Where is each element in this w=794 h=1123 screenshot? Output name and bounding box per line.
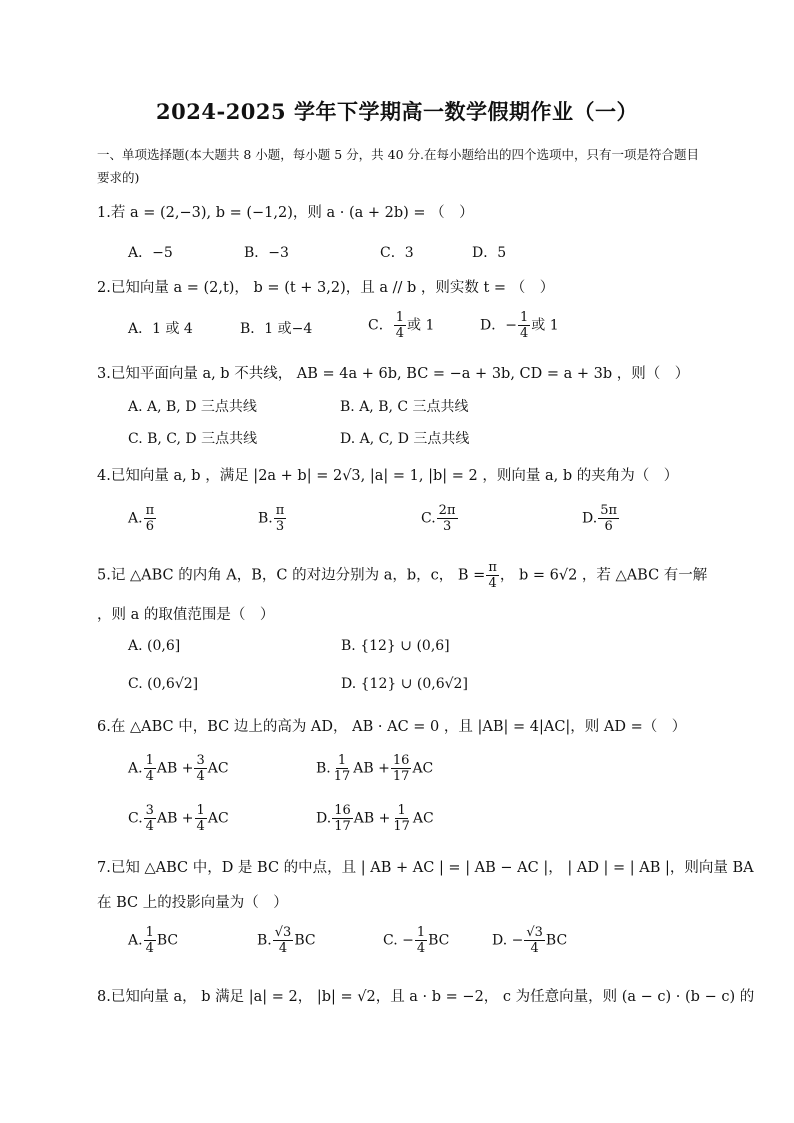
- question-5-stem-cont: ，则 a 的取值范围是（ ）: [97, 607, 275, 623]
- question-4-stem: 4.已知向量 a, b ，满足 |2a + b| = 2√3, |a| = 1, |b| = 2 ，则向量 a, b 的夹角为（ ）: [97, 468, 679, 484]
- q3-option-a: A. A, B, D 三点共线: [128, 399, 257, 415]
- q7-option-c: C. − $\frac{1}{4}$ BC: [383, 925, 450, 956]
- q4-option-b: B. $\frac{\pi}{3}$: [258, 503, 285, 534]
- q3-option-c: C. B, C, D 三点共线: [128, 431, 258, 447]
- question-1-stem: 1.若 a = (2,−3), b = (−1,2)，则 a · (a + 2b) = （ ）: [97, 205, 474, 221]
- q5-option-a: A. (0,6]: [128, 638, 181, 654]
- page-title: 2024-2025 学年下学期高一数学假期作业（一）: [156, 99, 638, 124]
- q7-option-d: D. − $\frac{√3}{4}$ BC: [492, 925, 568, 956]
- q5-option-c: C. (0,6√2]: [128, 676, 199, 692]
- section-heading: 一、单项选择题(本大题共 8 小题，每小题 5 分，共 40 分.在每小题给出的四个选项中，只有一项是符合题目要求的): [97, 147, 700, 185]
- q4-option-c: C. $\frac{2\pi}{3}$: [421, 503, 456, 534]
- q2-option-c: C． $\frac{1}{4}$ 或 1: [368, 310, 435, 341]
- question-7-stem-cont: 在 BC 上的投影向量为（ ）: [97, 895, 288, 911]
- q3-option-d: D. A, C, D 三点共线: [340, 431, 470, 447]
- question-6-stem: 6.在 △ABC 中，BC 边上的高为 AD， AB · AC = 0 ，且 |AB| = 4|AC|，则 AD =（ ）: [97, 719, 687, 735]
- q6-option-a: A. $\frac{1}{4}$ AB + $\frac{3}{4}$ AC: [128, 753, 229, 784]
- question-2-stem: 2.已知向量 a = (2,t)， b = (t + 3,2)，且 a // b ，则实数 t = （ ）: [97, 280, 555, 296]
- q7-option-b: B. $\frac{√3}{4}$ BC: [257, 925, 316, 956]
- q1-option-b: B．−3: [244, 245, 289, 261]
- q5-option-d: D. {12} ∪ (0,6√2]: [341, 676, 468, 692]
- question-5-stem: 5.记 △ABC 的内角 A，B，C 的对边分别为 a，b，c， B = $\frac{\pi}{4}$ ， b = 6√2 ，若 △ABC 有一解: [97, 560, 708, 591]
- q2-option-a: A．1 或 4: [128, 321, 193, 337]
- question-8-stem: 8.已知向量 a， b 满足 |a| = 2， |b| = √2，且 a · b = −2， c 为任意向量，则 (a − c) · (b − c) 的: [97, 989, 755, 1005]
- q2-option-d: D．− $\frac{1}{4}$ 或 1: [480, 310, 559, 341]
- q7-option-a: A. $\frac{1}{4}$ BC: [128, 925, 179, 956]
- q3-option-b: B. A, B, C 三点共线: [340, 399, 469, 415]
- q6-option-d: D. $\frac{16}{17}$ AB + $\frac{1}{17}$ AC: [316, 803, 434, 834]
- q1-option-c: C．3: [380, 245, 414, 261]
- question-3-stem: 3.已知平面向量 a, b 不共线， AB = 4a + 6b, BC = −a + 3b, CD = a + 3b ，则（ ）: [97, 366, 690, 382]
- q6-option-b: B. $\frac{1}{17}$ AB + $\frac{16}{17}$ AC: [316, 753, 434, 784]
- q1-option-d: D．5: [472, 245, 507, 261]
- q4-option-a: A. $\frac{\pi}{6}$: [128, 503, 155, 534]
- q2-option-b: B．1 或−4: [240, 321, 313, 337]
- q4-option-d: D. $\frac{5\pi}{6}$: [582, 503, 618, 534]
- q1-option-a: A．−5: [128, 245, 173, 261]
- q6-option-c: C. $\frac{3}{4}$ AB + $\frac{1}{4}$ AC: [128, 803, 229, 834]
- q5-option-b: B. {12} ∪ (0,6]: [341, 638, 450, 654]
- question-7-stem: 7.已知 △ABC 中，D 是 BC 的中点，且 | AB + AC | = | AB − AC |， | AD | = | AB |，则向量 BA: [97, 860, 754, 876]
